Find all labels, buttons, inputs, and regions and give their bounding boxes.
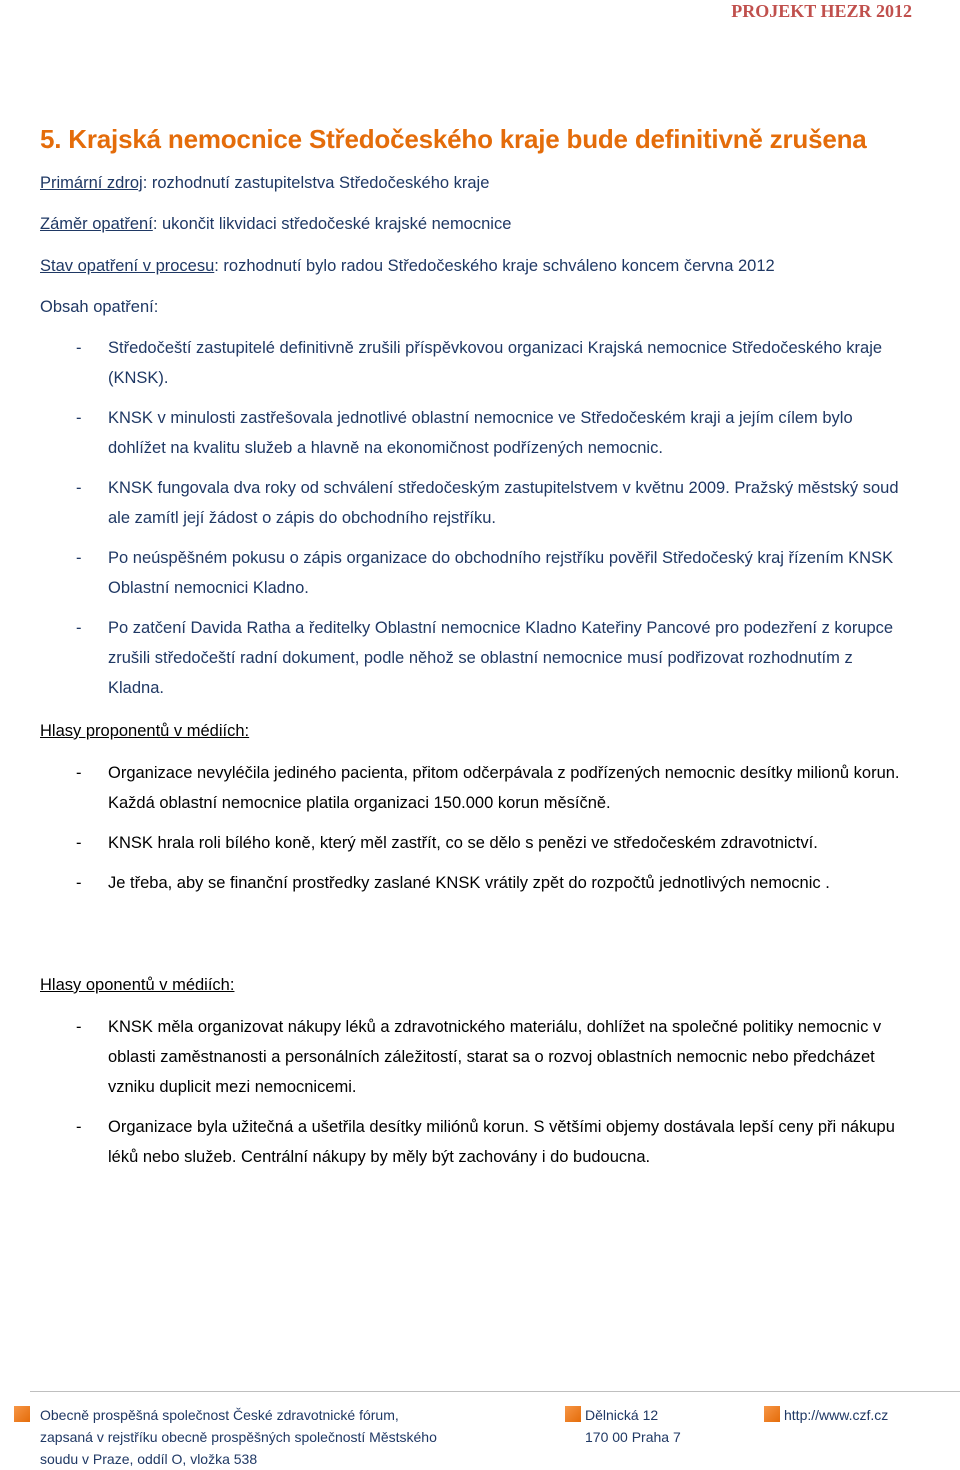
- orange-square-icon: [764, 1406, 780, 1422]
- intent-label: Záměr opatření: [40, 215, 153, 233]
- content-list: [0, 333, 960, 703]
- intent-value: : ukončit likvidaci středočeské krajské nemocnice: [152, 215, 512, 233]
- orange-square-icon: [14, 1406, 30, 1422]
- list-item: - KNSK měla organizovat nákupy léků a zdravotnického materiálu, dohlížet na společné politiky nemocnic v oblasti zaměstnanosti a personálních záležitostí, starat sa o rozvoj oblastních nemocnic nebo předcházet vzniku duplicit mezi nemocnicemi.: [76, 1018, 882, 1096]
- list-item: - Středočeští zastupitelé definitivně zrušili příspěvkovou organizaci Krajská nemocnice Středočeského kraje (KNSK).: [76, 339, 883, 387]
- primary-source-line: [40, 174, 489, 193]
- project-header: PROJEKT HEZR 2012: [731, 1, 912, 21]
- opponents-heading: Hlasy oponentů v médiích:: [40, 976, 235, 994]
- footer-org-line: zapsaná v rejstříku obecně prospěšných společností Městského: [40, 1429, 437, 1445]
- opponents-list: [0, 1012, 960, 1172]
- proponents-list: [0, 758, 960, 898]
- footer-address-line: Dělnická 12: [585, 1407, 659, 1423]
- footer-address: [585, 1404, 681, 1448]
- list-item: - Organizace byla užitečná a ušetřila desítky miliónů korun. S většími objemy dostávala lepší ceny při nákupu léků nebo služeb. Centrální nákupy by měly být zachovány i do budoucna.: [76, 1118, 895, 1166]
- list-item: - KNSK fungovala dva roky od schválení středočeským zastupitelstvem v květnu 2009. Pražský městský soud ale zamítl její žádost o zápis do obchodního rejstříku.: [76, 479, 899, 527]
- primary-source-value: : rozhodnutí zastupitelstva Středočeského kraje: [142, 174, 490, 192]
- footer-web: [784, 1404, 888, 1426]
- intent-line: [40, 215, 511, 234]
- list-item: - KNSK v minulosti zastřešovala jednotlivé oblastní nemocnice ve Středočeském kraji a jejím cílem bylo dohlížet na kvalitu služeb a hlavně na ekonomičnost podřízených nemocnic.: [76, 409, 853, 457]
- list-item: - Organizace nevyléčila jediného pacienta, přitom odčerpávala z podřízených nemocnic desítky milionů korun. Každá oblastní nemocnice platila organizaci 150.000 korun měsíčně.: [76, 764, 900, 812]
- footer-org-line: soudu v Praze, oddíl O, vložka 538: [40, 1451, 258, 1467]
- content-label: Obsah opatření:: [40, 298, 159, 316]
- page-title: 5. Krajská nemocnice Středočeského kraje bude definitivně zrušena: [40, 124, 867, 154]
- website-link[interactable]: http://www.czf.cz: [784, 1407, 889, 1423]
- footer-address-line: 170 00 Praha 7: [585, 1429, 681, 1445]
- orange-square-icon: [565, 1406, 581, 1422]
- proponents-heading: Hlasy proponentů v médiích:: [40, 722, 250, 740]
- status-value: : rozhodnutí bylo radou Středočeského kraje schváleno koncem června 2012: [214, 257, 775, 275]
- footer-divider: [30, 1391, 960, 1392]
- footer-org: [40, 1404, 437, 1470]
- list-item: - Po neúspěšném pokusu o zápis organizace do obchodního rejstříku pověřil Středočeský kraj řízením KNSK Oblastní nemocnici Kladno.: [76, 549, 894, 597]
- primary-source-label: Primární zdroj: [40, 174, 143, 192]
- status-line: [40, 257, 775, 276]
- list-item: - KNSK hrala roli bílého koně, který měl zastřít, co se dělo s penězi ve středočeském zdravotnictví.: [76, 834, 818, 852]
- page-footer: [0, 1386, 960, 1469]
- footer-org-line: Obecně prospěšná společnost České zdravotnické fórum,: [40, 1407, 399, 1423]
- list-item: - Je třeba, aby se finanční prostředky zaslané KNSK vrátily zpět do rozpočtů jednotlivých nemocnic .: [76, 874, 830, 892]
- status-label: Stav opatření v procesu: [40, 257, 215, 275]
- list-item: - Po zatčení Davida Ratha a ředitelky Oblastní nemocnice Kladno Kateřiny Pancové pro podezření z korupce zrušili středočeští radní dokument, podle něhož se oblastní nemocnice musí podřizovat rozhodnutím z Kladna.: [76, 619, 894, 697]
